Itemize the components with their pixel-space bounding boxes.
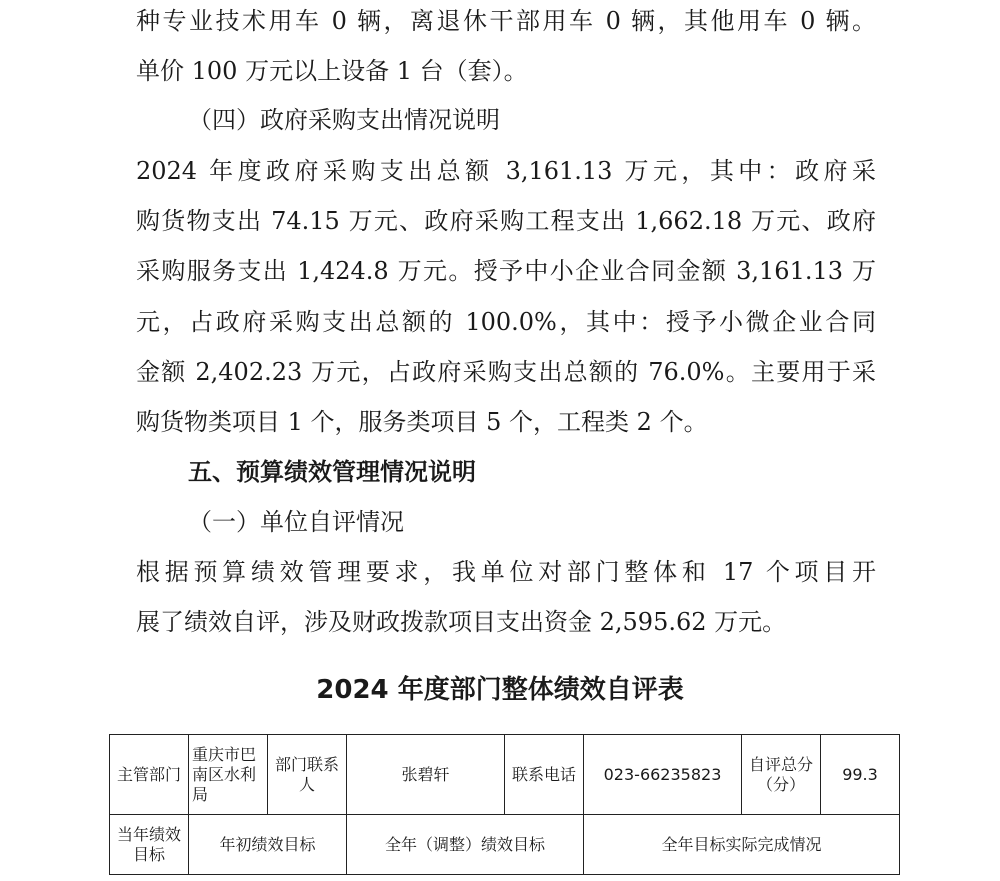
table-title: 2024 年度部门整体绩效自评表: [316, 675, 684, 705]
initial-goal-header: 年初绩效目标: [189, 815, 347, 875]
paragraph-line: 展了绩效自评，涉及财政拨款项目支出资金 2,595.62 万元。: [136, 608, 787, 636]
paragraph-line: 种专业技术用车 0 辆，离退休干部用车 0 辆，其他用车 0 辆。: [136, 7, 876, 35]
goal-label-cell: [110, 815, 189, 875]
paragraph-line: 2024 年度政府采购支出总额 3,161.13 万元，其中：政府采: [136, 157, 876, 185]
paragraph-line: 采购服务支出 1,424.8 万元。授予中小企业合同金额 3,161.13 万: [136, 257, 876, 285]
adjusted-goal-header: 全年（调整）绩效目标: [347, 815, 584, 875]
paragraph-line: 购货物类项目 1 个，服务类项目 5 个，工程类 2 个。: [136, 408, 708, 436]
paragraph-line: 元，占政府采购支出总额的 100.0%，其中：授予小微企业合同: [136, 308, 876, 336]
actual-completion-header: 全年目标实际完成情况: [584, 815, 900, 875]
section-heading-self-evaluation: （一）单位自评情况: [188, 508, 404, 536]
phone-label-cell: 联系电话: [505, 735, 584, 815]
table-row: [110, 815, 900, 875]
contact-value-cell: 张碧轩: [347, 735, 505, 815]
score-label-cell: [742, 735, 821, 815]
paragraph-line: 根据预算绩效管理要求，我单位对部门整体和 17 个项目开: [136, 558, 876, 586]
section-heading-procurement: （四）政府采购支出情况说明: [188, 106, 500, 134]
score-value-cell: 99.3: [821, 735, 900, 815]
table-row: [110, 735, 900, 815]
section-heading-budget-performance: 五、预算绩效管理情况说明: [188, 458, 476, 486]
goal-label: 当年绩效目标: [116, 824, 181, 864]
paragraph-line: 金额 2,402.23 万元，占政府采购支出总额的 76.0%。主要用于采: [136, 358, 876, 386]
paragraph-line: 单价 100 万元以上设备 1 台（套）。: [136, 57, 528, 85]
phone-value-cell: 023-66235823: [584, 735, 742, 815]
contact-label-cell: [268, 735, 347, 815]
score-label: 自评总分（分）: [748, 754, 813, 794]
dept-label-cell: 主管部门: [110, 735, 189, 815]
dept-value-cell: [189, 735, 268, 815]
performance-evaluation-table: [109, 734, 900, 875]
contact-label: 部门联系人: [274, 754, 339, 794]
dept-value: 重庆市巴南区水利局: [192, 744, 257, 804]
paragraph-line: 购货物支出 74.15 万元、政府采购工程支出 1,662.18 万元、政府: [136, 207, 876, 235]
